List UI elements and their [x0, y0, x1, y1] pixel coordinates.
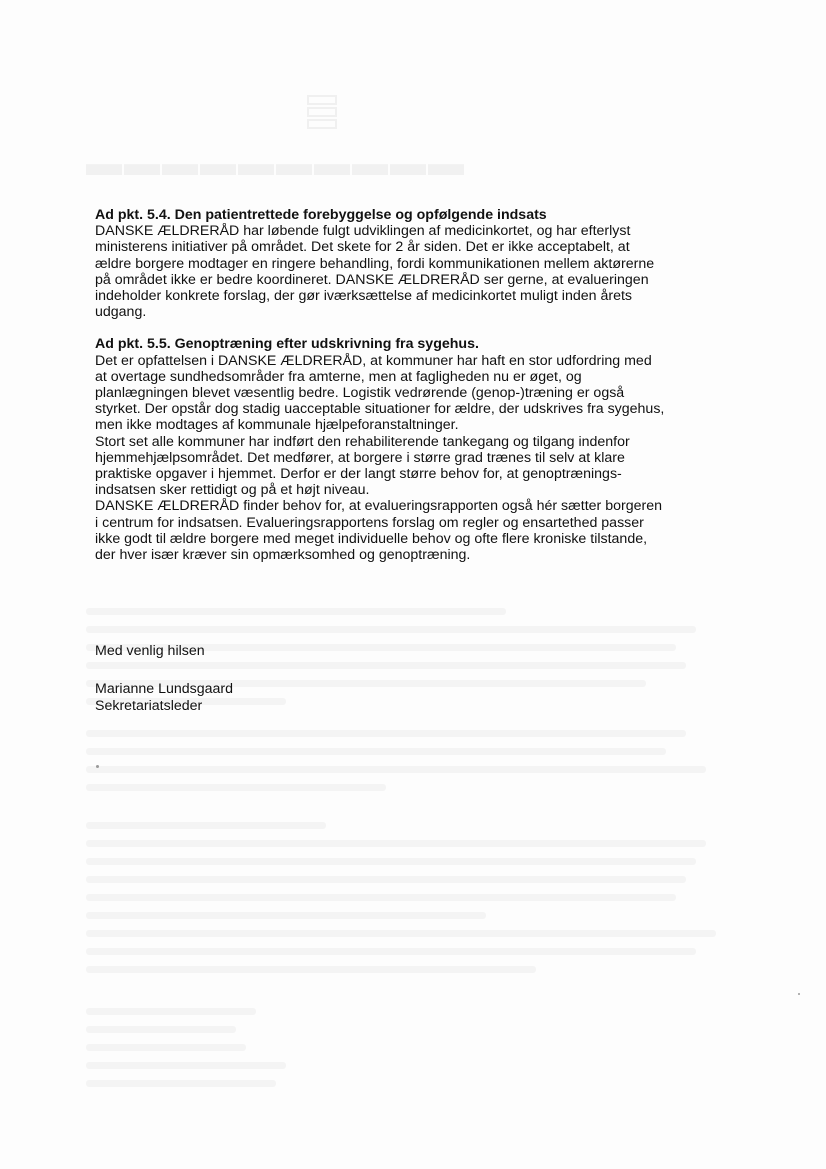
section-5-5-body	[95, 353, 745, 564]
paragraph-spacer	[95, 320, 745, 336]
text-line: DANSKE ÆLDRERÅD finder behov for, at evalueringsrapporten også hér sætter borgeren	[95, 498, 663, 515]
text-line: indsatsen sker rettidigt og på et højt niveau.	[95, 482, 370, 499]
text-line: DANSKE ÆLDRERÅD har løbende fulgt udviklingen af medicinkortet, og har efterlyst	[95, 223, 631, 240]
text-line: ældre borgere modtager en ringere behandling, fordi kommunikationen mellem aktørerne	[95, 255, 655, 272]
signature-block	[95, 681, 233, 715]
text-line: der hver især kræver sin opmærksomhed og genoptræning.	[95, 547, 471, 564]
scan-speck	[798, 993, 800, 995]
section-5-4-body	[95, 223, 745, 320]
text-line: styrket. Der opstår dog stadig uacceptable situationer for ældre, der udskrives fra sygehus,	[95, 401, 665, 418]
closing-greeting: Med venlig hilsen	[95, 643, 205, 659]
text-line: men ikke modtages af kommunale hjælpeforanstaltninger.	[95, 417, 459, 434]
text-line: Det er opfattelsen i DANSKE ÆLDRERÅD, at kommuner har haft en stor udfordring med	[95, 352, 652, 369]
bleed-through-logo-icon	[302, 92, 342, 136]
text-line: planlægningen blevet væsentlig bedre. Logistik vedrørende (genop-)træning er også	[95, 385, 625, 402]
bleed-through-letterhead	[104, 142, 464, 184]
section-5-4-heading: Ad pkt. 5.4. Den patientrettede forebyggelse og opfølgende indsats	[95, 207, 547, 223]
text-line: at overtage sundhedsområder fra amterne, men at fagligheden nu er øget, og	[95, 368, 582, 385]
text-line: Stort set alle kommuner har indført den rehabiliterende tankegang og tilgang indenfor	[95, 433, 630, 450]
signer-name: Marianne Lundsgaard	[95, 681, 234, 697]
text-line: udgang.	[95, 304, 147, 321]
signer-title: Sekretariatsleder	[95, 698, 203, 714]
text-line: på området ikke er bedre koordineret. DANSKE ÆLDRERÅD ser gerne, at evalueringen	[95, 271, 649, 288]
text-line: hjemmehjælpsområdet. Det medfører, at borgere i større grad trænes til selv at klare	[95, 449, 625, 466]
text-line: indeholder konkrete forslag, der gør iværksættelse af medicinkortet muligt inden årets	[95, 288, 633, 305]
text-line: praktiske opgaver i hjemmet. Derfor er der langt større behov for, at genoptrænings-	[95, 466, 622, 483]
scan-speck	[96, 765, 99, 768]
text-line: ministerens initiativer på området. Det skete for 2 år siden. Det er ikke acceptabelt, at	[95, 239, 630, 256]
bleed-through-text	[86, 600, 736, 1100]
text-line: ikke godt til ældre borgere med meget individuelle behov og ofte flere kroniske tilstande,	[95, 530, 648, 547]
text-line: i centrum for indsatsen. Evalueringsrapportens forslag om regler og ensartethed passer	[95, 514, 644, 531]
letter-body	[95, 207, 745, 563]
section-5-5-heading: Ad pkt. 5.5. Genoptræning efter udskrivning fra sygehus.	[95, 336, 479, 353]
